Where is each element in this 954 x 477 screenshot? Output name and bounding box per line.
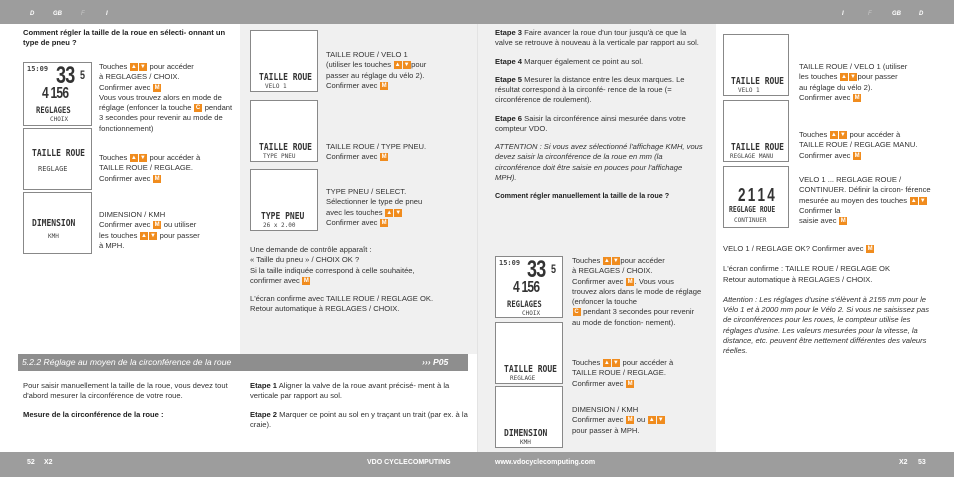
lcd-reglage-roue-continuer: 2 1 1 4 REGLAGE ROUE CONTINUER — [723, 166, 789, 228]
down-key-icon: ▼ — [850, 74, 856, 81]
m-key-icon: M — [381, 82, 387, 89]
down-key-icon: ▼ — [139, 64, 146, 70]
page-number-left: 52 — [27, 459, 35, 466]
m-key-icon: M — [154, 175, 160, 182]
up-key-icon: ▲ — [841, 74, 847, 81]
up-key-icon: ▲ — [130, 155, 137, 161]
brand-name: VDO CYCLECOMPUTING — [367, 459, 451, 466]
m-key-icon: M — [854, 94, 860, 101]
lcd-type-pneu-select: TYPE PNEU 26 x 2.00 — [250, 169, 318, 231]
m-key-icon: M — [381, 219, 387, 226]
section-page-ref[interactable]: ››› P05 — [422, 357, 449, 367]
up-key-icon: ▲ — [648, 417, 655, 424]
lcd-reglages-choix: 15:09 33 5 4 156 REGLAGES CHOIX — [23, 62, 92, 126]
up-key-icon: ▲ — [394, 62, 401, 69]
lcd-dimension-kmh: DIMENSION KMH — [23, 192, 92, 254]
page-number-right: 53 — [918, 459, 926, 466]
m-key-icon: M — [154, 84, 160, 91]
col2-step2-text: TAILLE ROUE / TYPE PNEU. Confirmer avec M — [326, 142, 427, 162]
lang-tab-f: F — [81, 11, 85, 17]
up-key-icon: ▲ — [130, 64, 137, 70]
up-key-icon: ▲ — [386, 209, 393, 216]
lang-tab-d: D — [30, 11, 35, 17]
m-key-icon: M — [867, 246, 873, 252]
m-key-icon: M — [840, 218, 846, 224]
lcd-taille-roue-type-pneu: TAILLE ROUE TYPE PNEU — [250, 100, 318, 162]
page-gutter — [477, 24, 478, 452]
lang-tab-gb: GB — [53, 11, 62, 17]
m-key-icon: M — [381, 154, 387, 161]
col3-step1-text: Touches ▲ ▼ pour accéder à REGLAGES / CHOIX. Confirmer avec M . Vous vous trouvez alors dans le mode de réglage (enfoncer la touche C pendant 3 secondes pour revenir au mode de fonction- nement). — [572, 256, 702, 327]
col4-step3-text: VELO 1 ... REGLAGE ROUE / CONTINUER. Définir la circon- férence mesurée au moyen des touches ▲ ▼ Confirmer la saisie avec M — [799, 175, 931, 225]
col1-heading: Comment régler la taille de la roue en sélecti- onnant un type de pneu ? — [23, 28, 226, 48]
col4-bottom-text: VELO 1 / REGLAGE OK? Confirmer avec M L'écran confirme : TAILLE ROUE / REGLAGE OK Retour automatique à REGLAGES / CHOIX. Attention : Les réglages d'usine s'élèvent à 2155 mm pour le Vélo 1 et à 2000 mm pour le Vélo 2. Si vous ne saisissez pas de circonférences pour les roues, le compteur utilise les réglages d'usine. Les valeurs mesurées pour la vitesse, la distance, etc. peuvent être nettement différentes des valeurs réelles. — [723, 244, 938, 364]
lcd-taille-roue-reglage-manu: TAILLE ROUE REGLAGE MANU — [723, 100, 789, 162]
down-key-icon: ▼ — [839, 132, 846, 138]
col2-step1-text: TAILLE ROUE / VELO 1 (utiliser les touches ▲ ▼ pour passer au réglage du vélo 2). Confirmer avec M — [326, 50, 427, 90]
footer-bar — [0, 452, 954, 477]
website-url[interactable]: www.vdocyclecomputing.com — [495, 459, 596, 466]
model-right: X2 — [899, 459, 908, 466]
lcd-taille-roue-reglage-2: TAILLE ROUE REGLAGE — [495, 322, 563, 384]
m-key-icon: M — [854, 152, 860, 159]
col1-step2-text: Touches ▲ ▼ pour accéder à TAILLE ROUE / REGLAGE. Confirmer avec M — [99, 153, 201, 183]
m-key-icon: M — [627, 278, 633, 285]
lang-tab-gb-right: GB — [892, 11, 901, 17]
col3-steps-text: Etape 3 Faire avancer la roue d'un tour jusqu'à ce que la valve se retrouve à nouveau à la verticale par rapport au sol. Etape 4 Marquer également ce point au sol. Etape 5 Mesurer la distance entre les deux marques. Le résultat correspond à la circonfé- rence de la roue (= circonférence de roulement). Etape 6 Saisir la circonférence ainsi mesurée dans votre compteur VDO. ATTENTION : Si vous avez sélectionné l'affichage KMH, vous devez saisir la circonférence de la roue en mm (la circonférence doit être saisie en pouces pour l'affichage MPH). Comment régler manuellement la taille de la roue ? — [495, 28, 705, 209]
col4-step2-text: Touches ▲ ▼ pour accéder à TAILLE ROUE / REGLAGE MANU. Confirmer avec M — [799, 130, 918, 160]
measure-heading: Mesure de la circonférence de la roue : — [23, 409, 164, 419]
col1-bottom-text: Pour saisir manuellement la taille de la roue, vous devez tout d'abord mesurer la circonférence de votre roue. Mesure de la circonférence de la roue : — [23, 381, 228, 419]
up-key-icon: ▲ — [603, 360, 610, 366]
down-key-icon: ▼ — [612, 360, 619, 366]
down-key-icon: ▼ — [403, 62, 410, 69]
m-key-icon: M — [303, 277, 309, 284]
lang-tab-f-right: F — [868, 11, 872, 17]
section-header-5-2-2 — [18, 354, 468, 371]
manual-heading: Comment régler manuellement la taille de la roue ? — [495, 191, 670, 200]
c-key-icon: C — [195, 105, 201, 111]
m-key-icon: M — [154, 222, 160, 229]
lang-tab-i: I — [106, 11, 108, 17]
top-bar — [0, 0, 954, 24]
attention-note: ATTENTION : Si vous avez sélectionné l'affichage KMH, vous devez saisir la circonférence de la roue en mm (la circonférence doit être saisie en pouces pour l'affichage MPH). — [495, 142, 703, 182]
down-key-icon: ▼ — [395, 209, 402, 216]
lang-tab-d-right: D — [919, 11, 924, 17]
m-key-icon: M — [627, 417, 633, 424]
col3-step3-text: DIMENSION / KMH Confirmer avec M ou ▲ ▼ pour passer à MPH. — [572, 405, 664, 435]
lcd-taille-roue-velo1-2: TAILLE ROUE VELO 1 — [723, 34, 789, 96]
down-key-icon: ▼ — [612, 258, 619, 264]
section-title: 5.2.2 Réglage au moyen de la circonférence de la roue — [22, 357, 232, 367]
lcd-taille-roue-reglage: TAILLE ROUE REGLAGE — [23, 128, 92, 190]
lcd-reglages-choix-2: 15:09 33 5 4 156 REGLAGES CHOIX — [495, 256, 563, 318]
model-left: X2 — [44, 459, 53, 466]
col2-step3-text: TYPE PNEU / SELECT. Sélectionner le type de pneu avec les touches ▲ ▼ Confirmer avec M — [326, 187, 423, 227]
col3-step2-text: Touches ▲ ▼ pour accéder à TAILLE ROUE / REGLAGE. Confirmer avec M — [572, 358, 674, 388]
lcd-taille-roue-velo1: TAILLE ROUE VELO 1 — [250, 30, 318, 92]
up-key-icon: ▲ — [603, 258, 610, 264]
up-key-icon: ▲ — [830, 132, 837, 138]
lcd-dimension-kmh-2: DIMENSION KMH — [495, 386, 563, 448]
lang-tab-i-right: I — [842, 11, 844, 17]
up-key-icon: ▲ — [910, 197, 917, 204]
up-key-icon: ▲ — [141, 232, 147, 239]
col1-step3-text: DIMENSION / KMH Confirmer avec M ou utiliser les touches ▲ ▼ pour passer à MPH. — [99, 210, 200, 250]
col2-confirm-text: Une demande de contrôle apparaît : « Taille du pneu » / CHOIX OK ? Si la taille indiquée correspond à celle souhaitée, confirmer avec M L'écran confirme avec TAILLE ROUE / REGLAGE OK. Retour automatique à REGLAGES / CHOIX. — [250, 245, 434, 314]
down-key-icon: ▼ — [657, 417, 664, 424]
down-key-icon: ▼ — [919, 197, 926, 204]
col4-step1-text: TAILLE ROUE / VELO 1 (utiliser les touches ▲ ▼ pour passer au réglage du vélo 2). Confirmer avec M — [799, 62, 908, 102]
col2-bottom-text: Etape 1 Aligner la valve de la roue avant précisé- ment à la verticale par rapport au sol. Etape 2 Marquer ce point au sol en y traçant un trait (par ex. à la craie). — [250, 381, 468, 429]
factory-settings-note: Attention : Les réglages d'usine s'élèvent à 2155 mm pour le Vélo 1 et à 2000 mm pour le Vélo 2. Si vous ne saisissez pas de circonférences pour les roues, le compteur utilise les réglages d'usine. Les valeurs mesurées pour la vitesse, la distance, etc. peuvent être nettement différentes des valeurs réelles. — [723, 294, 929, 355]
m-key-icon: M — [627, 380, 633, 387]
col1-step1-text: Touches ▲ ▼ pour accéder à REGLAGES / CHOIX. Confirmer avec M Vous vous trouvez alors en mode de réglage (enfoncer la touche C pendant 3 secondes pour revenir au mode de fonctionnement) — [99, 62, 233, 133]
down-key-icon: ▼ — [150, 232, 156, 239]
c-key-icon: C — [574, 309, 579, 316]
down-key-icon: ▼ — [139, 155, 146, 161]
